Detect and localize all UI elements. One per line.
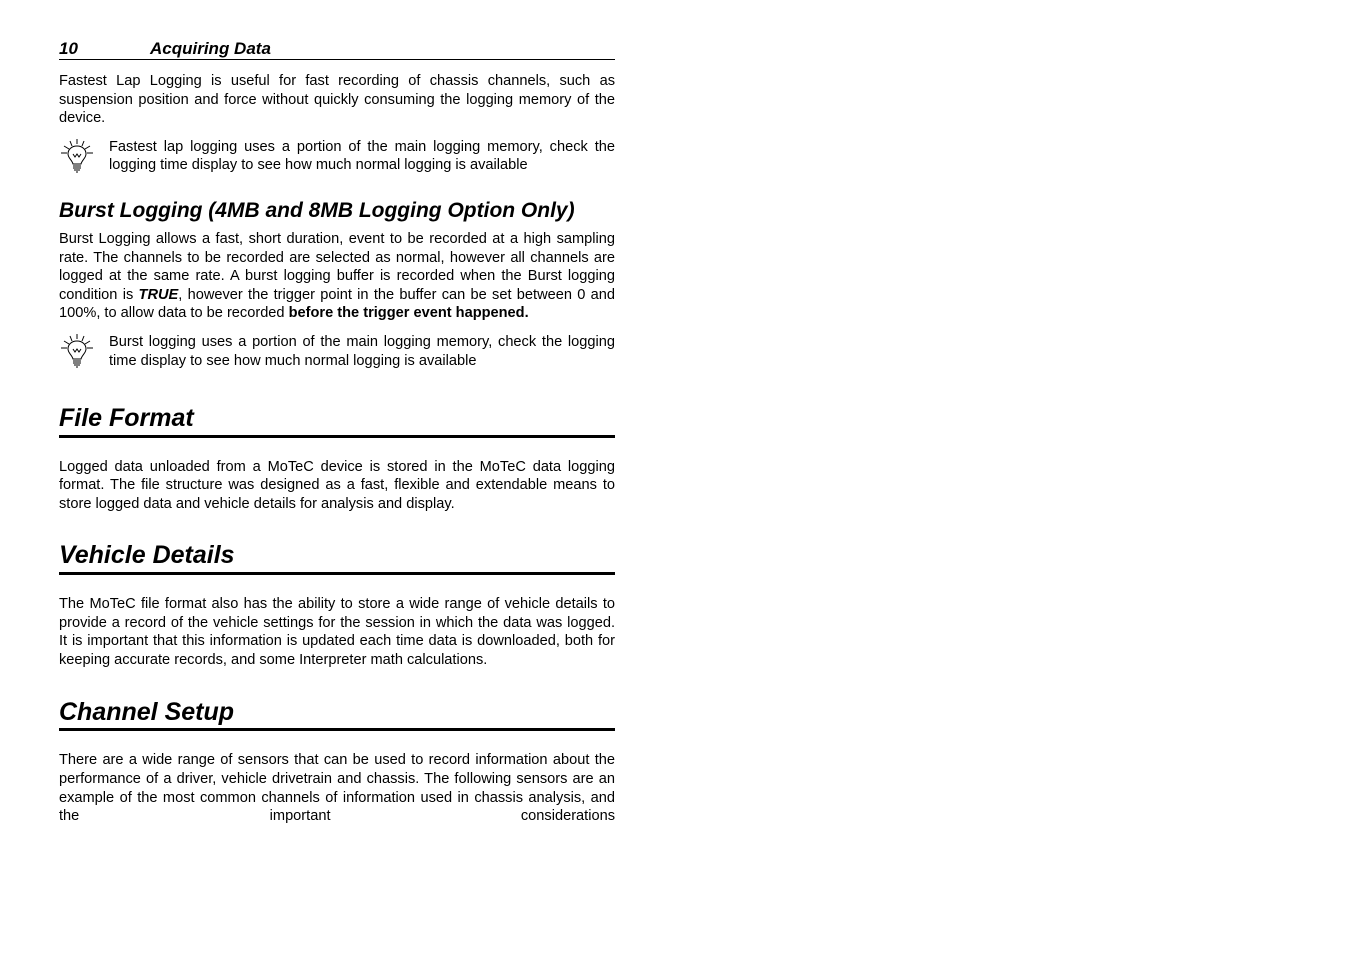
burst-logging-note [59, 333, 615, 376]
burst-logging-note-text: Burst logging uses a portion of the main logging memory, check the logging time display to see how much normal logging is available [109, 333, 615, 369]
lightbulb-icon [59, 333, 109, 376]
fastest-lap-paragraph: Fastest Lap Logging is useful for fast recording of chassis channels, such as suspension position and force without quickly consuming the logging memory of the device. [59, 73, 615, 127]
running-header [59, 36, 615, 60]
chapter-title: Acquiring Data [150, 39, 271, 59]
file-format-paragraph: Logged data unloaded from a MoTeC device is stored in the MoTeC data logging format. The file structure was designed as a fast, flexible and extendable means to store logged data and vehicle details for analysis and display. [59, 458, 615, 512]
burst-text-b: , however the trigger point in the buffer can be set between 0 and 100%, to allow data to be recorded [59, 286, 616, 322]
burst-logging-heading: Burst Logging (4MB and 8MB Logging Option Only) [59, 198, 575, 222]
page-number: 10 [59, 39, 78, 59]
burst-text-a: Burst Logging allows a fast, short duration, event to be recorded at a high sampling rate. The channels to be recorded are selected as normal, however all channels are logged at the same rate. A burst logging buffer is recorded when the Burst logging condition is [59, 230, 615, 303]
fastest-lap-note-text: Fastest lap logging uses a portion of the main logging memory, check the logging time display to see how much normal logging is available [109, 138, 615, 174]
burst-text-true: TRUE [138, 286, 179, 303]
document-page [59, 36, 615, 826]
burst-text-bold: before the trigger event happened. [288, 305, 529, 322]
channel-setup-heading: Channel Setup [59, 698, 615, 732]
channel-setup-paragraph: There are a wide range of sensors that can be used to record information about the performance of a driver, vehicle drivetrain and chassis. The following sensors are an example of the most common channels of information used in chassis analysis, and the important considerations [59, 752, 615, 825]
burst-logging-paragraph [59, 230, 615, 323]
vehicle-details-heading: Vehicle Details [59, 541, 615, 575]
file-format-heading: File Format [59, 404, 615, 438]
lightbulb-icon [59, 138, 109, 181]
fastest-lap-note [59, 138, 615, 181]
vehicle-details-paragraph: The MoTeC file format also has the ability to store a wide range of vehicle details to provide a record of the vehicle settings for the session in which the data was logged. It is important that this information is updated each time data is downloaded, both for keeping accurate records, and some Interpreter math calculations. [59, 596, 615, 668]
